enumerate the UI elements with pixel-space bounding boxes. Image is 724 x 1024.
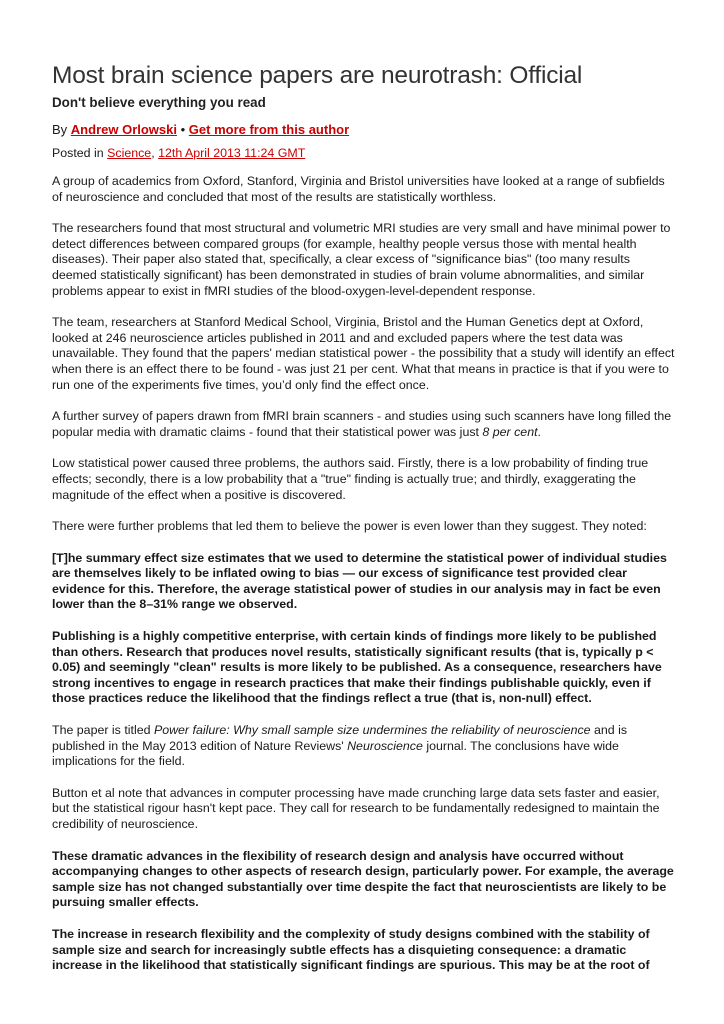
paragraph-7 (52, 723, 678, 770)
quote-3: These dramatic advances in the flexibility of research design and analysis have occurred without accompanying changes to other aspects of research design, particularly power. For example, the average sample size has not changed substantially over time despite the fact that neuroscientists are likely to be pursuing smaller effects. (52, 848, 674, 910)
paragraph-7-c: journal. The conclusions have wide implications for the field. (52, 738, 619, 769)
article-title: Most brain science papers are neurotrash: Official (52, 62, 583, 89)
paper-title: Power failure: Why small sample size undermines the reliability of neuroscience (153, 723, 591, 738)
paragraph-8: Button et al note that advances in computer processing have made crunching large data sets faster and easier, but the statistical rigour hasn't kept pace. They call for research to be fundamentally redesigned to maintain the credibility of neuroscience. (52, 785, 660, 831)
posted-prefix: Posted in (52, 146, 108, 160)
quote-4: The increase in research flexibility and the complexity of study designs combined with the stability of sample size and search for increasingly subtle effects has a disquieting consequence: a dramatic increase in the likelihood that statistically significant findings are spurious. This may be at the root of (52, 926, 650, 973)
posted-line (52, 144, 678, 162)
byline-prefix: By (52, 122, 71, 137)
byline (52, 121, 678, 139)
paragraph-4-text: A further survey of papers drawn from fMRI brain scanners - and studies using such scanners have long filled the popular media with dramatic claims - found that their statistical power was just (52, 409, 672, 439)
journal-name: Neuroscience (347, 738, 423, 753)
quote-1: [T]he summary effect size estimates that we used to determine the statistical power of individual studies are themselves likely to be inflated owing to bias — our excess of significance test provided clear evidence for this. Therefore, the average statistical power of studies in our analysis may in fact be even lower than the 8–31% range we observed. (52, 550, 667, 612)
article-subtitle: Don't believe everything you read (52, 95, 266, 110)
paragraph-7-a: The paper is titled (52, 723, 154, 738)
paragraph-2: The researchers found that most structural and volumetric MRI studies are very small and have minimal power to detect differences between compared groups (for example, healthy people versus those with mental health diseases). Their paper also stated that, specifically, a clear excess of "significance bias" (too many results deemed statistically significant) has been demonstrated in studies of brain volume abnormalities, and similar problems appear to exist in fMRI studies of the blood-oxygen-level-dependent response. (52, 221, 671, 298)
paragraph-6: There were further problems that led them to believe the power is even lower than they suggest. They noted: (52, 519, 647, 534)
article-body (52, 174, 678, 974)
paragraph-4 (52, 409, 678, 440)
paragraph-4-end: . (537, 424, 541, 439)
more-from-author-link[interactable]: Get more from this author (188, 122, 350, 137)
quote-2: Publishing is a highly competitive enterprise, with certain kinds of findings more likely to be published than others. Research that produces novel results, statistically significant results (that is, typically p < 0.05) and seemingly "clean" results is more likely to be published. As a consequence, researchers have strong incentives to engage in research practices that make their findings publishable quickly, even if those practices reduce the likelihood that the findings reflect a true (that is, non-null) effect. (52, 629, 662, 706)
paragraph-4-emphasis: 8 per cent (482, 424, 538, 439)
category-link[interactable]: Science (107, 146, 152, 160)
author-link[interactable]: Andrew Orlowski (70, 122, 177, 137)
paragraph-3: The team, researchers at Stanford Medical School, Virginia, Bristol and the Human Genetics dept at Oxford, looked at 246 neuroscience articles published in 2011 and and excluded papers where the test data was unavailable. They found that the papers' median statistical power - the possibility that a study will identify an effect when there is an effect there to be found - was just 21 per cent. What that means in practice is that if you were to run one of the experiments five times, you’d only find the effect once. (52, 315, 675, 392)
date-link[interactable]: 12th April 2013 11:24 GMT (158, 146, 306, 160)
byline-separator: • (177, 122, 189, 137)
paragraph-1: A group of academics from Oxford, Stanford, Virginia and Bristol universities have looked at a range of subfields of neuroscience and concluded that most of the results are statistically worthless. (52, 174, 665, 204)
posted-comma: , (151, 146, 159, 160)
paragraph-7-b: and is published in the May 2013 edition of Nature Reviews' (52, 723, 628, 753)
paragraph-5: Low statistical power caused three problems, the authors said. Firstly, there is a low probability of finding true effects; secondly, there is a low probability that a "true" finding is actually true; and thirdly, exaggerating the magnitude of the effect when a positive is discovered. (52, 456, 649, 502)
